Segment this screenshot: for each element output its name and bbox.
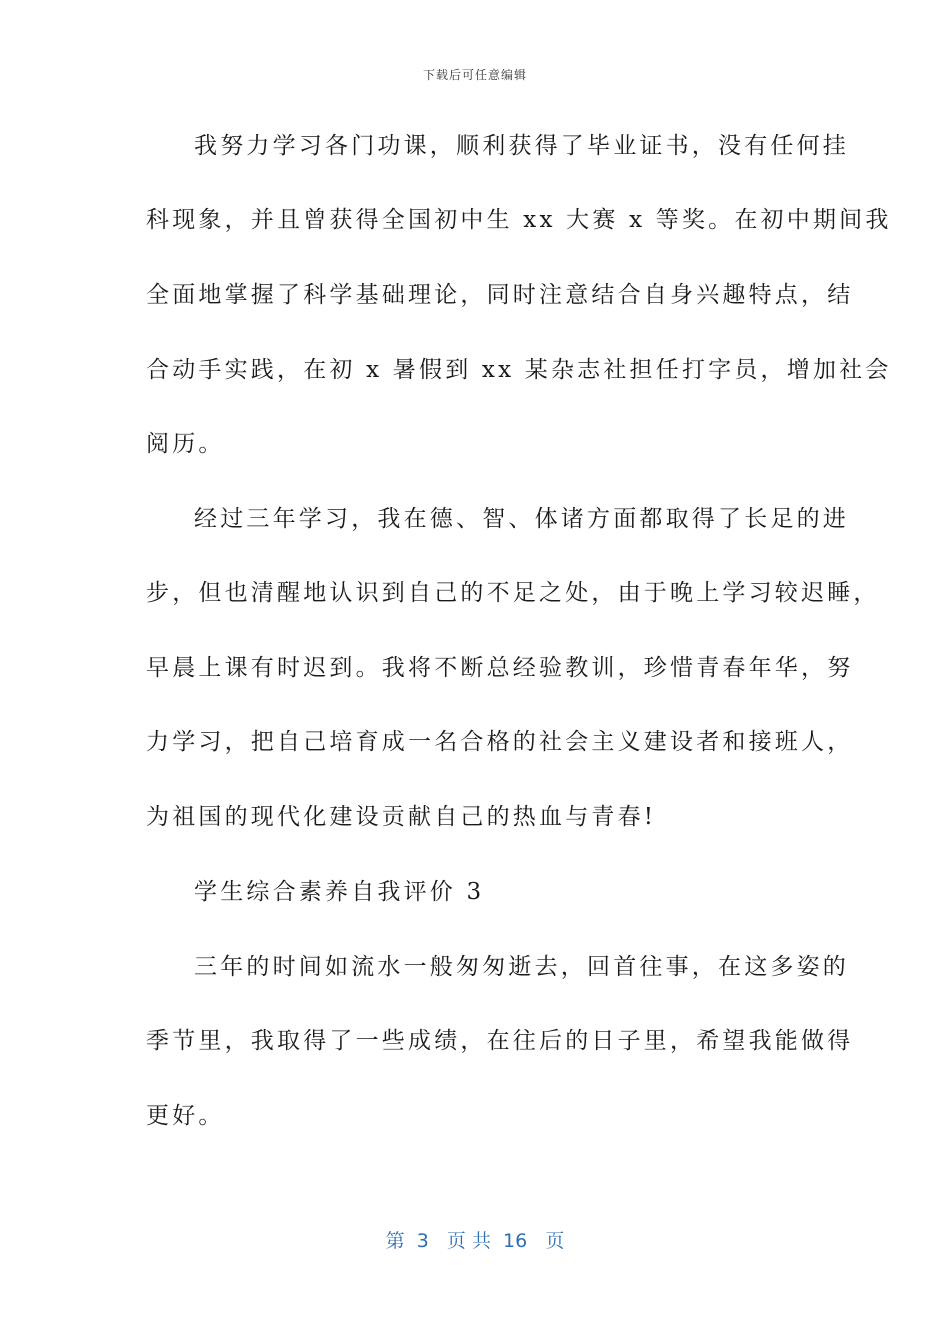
body-line: 三年的时间如流水一般匆匆逝去，回首往事，在这多姿的 bbox=[194, 954, 849, 980]
body-line: 步，但也清醒地认识到自己的不足之处，由于晚上学习较迟睡， bbox=[146, 580, 880, 606]
body-line: 合动手实践，在初 x 暑假到 xx 某杂志社担任打字员，增加社会 bbox=[146, 357, 892, 383]
section-heading: 学生综合素养自我评价 3 bbox=[194, 879, 485, 905]
body-line: 阅历。 bbox=[146, 431, 225, 457]
body-line: 我努力学习各门功课，顺利获得了毕业证书，没有任何挂 bbox=[194, 133, 849, 159]
body-line: 早晨上课有时迟到。我将不断总经验教训，珍惜青春年华，努 bbox=[146, 655, 854, 681]
body-line: 为祖国的现代化建设贡献自己的热血与青春! bbox=[146, 804, 657, 830]
body-line: 全面地掌握了科学基础理论，同时注意结合自身兴趣特点，结 bbox=[146, 282, 854, 308]
body-line: 更好。 bbox=[146, 1103, 225, 1129]
body-line: 季节里，我取得了一些成绩，在往后的日子里，希望我能做得 bbox=[146, 1028, 854, 1054]
page-indicator: 第 3 页 共 16 页 bbox=[385, 1230, 565, 1252]
body-line: 力学习，把自己培育成一名合格的社会主义建设者和接班人， bbox=[146, 729, 854, 755]
body-line: 科现象，并且曾获得全国初中生 xx 大赛 x 等奖。在初中期间我 bbox=[146, 207, 892, 233]
header-note: 下载后可任意编辑 bbox=[422, 68, 527, 82]
body-line: 经过三年学习，我在德、智、体诸方面都取得了长足的进 bbox=[194, 506, 849, 532]
